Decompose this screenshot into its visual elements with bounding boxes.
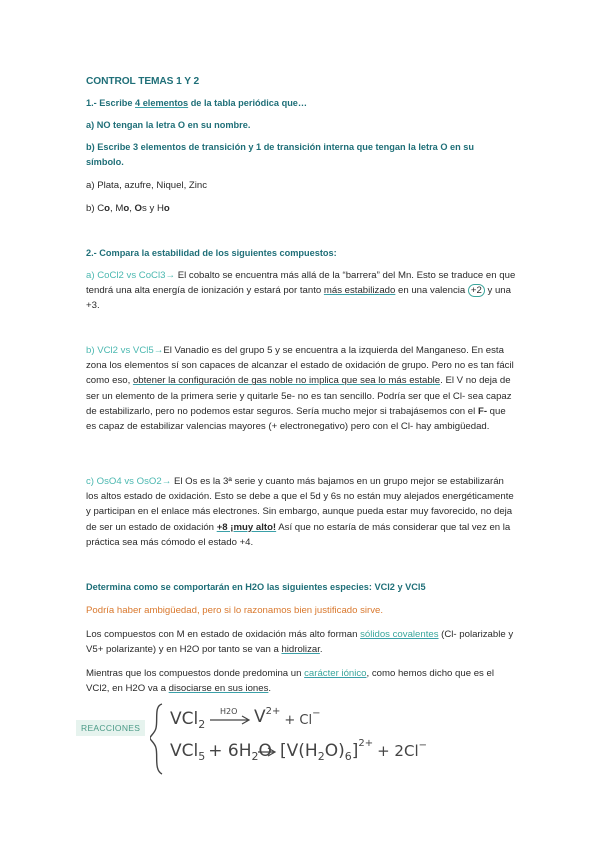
question-2-heading: 2.- Compara la estabilidad de los siguientes compuestos: <box>86 248 337 258</box>
question-3-note: Podría haber ambigüedad, pero si lo razonamos bien justificado sirve. <box>86 605 384 616</box>
answer-1b-part: b) C <box>86 203 105 214</box>
answer-2b <box>86 343 516 434</box>
r2-reactants: $VCl_5 + 6H_2O$ <box>170 741 272 763</box>
answer-3-paragraph-2 <box>86 666 516 696</box>
answer-2a-text: El cobalto se encuentra más allá de la “barrera” del Mn. Esto se traduce en que tendrá una alta energía de ionización y estará por tanto <box>86 270 516 297</box>
answer-1b-part: , <box>129 203 135 214</box>
answer-1b <box>86 201 516 216</box>
answer-2a-circled: +2 <box>468 284 485 297</box>
brace-icon <box>150 704 162 774</box>
document-title: CONTROL TEMAS 1 Y 2 <box>86 76 200 87</box>
answer-2b-underlined: obtener la configuración de gas noble no implica que sea lo más estable <box>132 375 441 387</box>
answer-3-paragraph-1 <box>86 627 516 657</box>
r1-reactant: VCl$_2$ <box>170 709 206 731</box>
answer-3-text: , como hemos dicho que es el VCl2, en H2O va a <box>86 668 494 695</box>
r2-products: $[V(H_2O)_6]^{2+} + 2Cl^-$ <box>280 738 428 763</box>
answer-2c-text: Así que no estaría de más considerar que tal vez en la práctica sea más cómodo el estado +4. <box>86 521 511 548</box>
r1-product: $V^{2+}_{+ Cl}^-$ <box>254 706 321 728</box>
answer-2b-bold: F- <box>477 405 488 417</box>
answer-1b-part: , M <box>110 203 124 214</box>
question-1b: b) Escribe 3 elementos de transición y 1 de transición interna que tengan la letra O en su símbolo. <box>86 142 475 168</box>
answer-1b-bold: o <box>163 203 170 214</box>
question-1a: a) NO tengan la letra O en su nombre. <box>86 120 251 130</box>
answer-1a: a) Plata, azufre, Niquel, Zinc <box>86 180 208 191</box>
handwritten-reactions <box>150 700 470 780</box>
answer-2a-underlined: más estabilizado <box>323 285 396 297</box>
answer-3-text: . <box>319 644 323 656</box>
answer-1b-bold: O <box>134 203 143 214</box>
answer-2a-text: en una valencia <box>395 285 468 297</box>
question-3-heading: Determina como se comportarán en H2O las siguientes especies: VCl2 y VCl5 <box>86 582 426 592</box>
answer-3-underlined: disociarse en sus iones <box>168 683 269 695</box>
answer-3-text: Los compuestos con M en estado de oxidación más alto forman <box>86 629 361 640</box>
answer-3-text: (Cl- polarizable y V5+ polarizante) y en H2O por tanto se van a <box>86 629 514 656</box>
answer-2c-label: c) OsO4 vs OsO2→ <box>86 476 172 487</box>
answer-2a-label: a) CoCl2 vs CoCl3→ <box>86 270 176 281</box>
r1-over-arrow: H2O <box>220 707 238 716</box>
reactions-tag: REACCIONES <box>76 720 145 736</box>
answer-2b-text: que es capaz de estabilizar valencias mayores (+ electronegativo) pero con el Cl- hay ambigüedad. <box>86 405 506 433</box>
answer-3-text: . <box>268 683 272 695</box>
q1-suffix: de la tabla periódica que… <box>188 98 308 108</box>
r1-arrow-icon <box>210 716 249 724</box>
answer-2a-text: y una +3. <box>86 285 511 312</box>
answer-1b-part: s y H <box>142 203 164 214</box>
answer-2b-label: b) VCl2 vs VCl5→ <box>86 345 164 356</box>
answer-2a <box>86 268 516 314</box>
question-1-heading <box>86 96 516 111</box>
answer-2b-text: . El V no deja de ser un elemento de la primera serie y quitarle 5e- no es tan sencillo. Podría ser que el Cl- sea capaz de estabilizarlo, pero no podemos estar seguros. Sería mucho mejor si trabajásemos con el <box>86 375 512 417</box>
answer-3-underlined: hidrolizar <box>281 644 320 656</box>
answer-2c-text: El Os es la 3ª serie y cuanto más bajamos en un grupo mejor se estabilizarán los altos estado de oxidación. Esto se debe a que el 5d y 6s no están muy alejados energéticamente y participan en el enlace más electrones. Sin embargo, aunque pueda estar muy favorecido, no deja de ser un estado de oxidación <box>86 476 514 533</box>
q1-underlined: 4 elementos <box>135 98 189 108</box>
answer-1b-bold: o <box>123 203 130 214</box>
answer-1b-bold: o <box>104 203 110 214</box>
answer-2b-text: El Vanadio es del grupo 5 y se encuentra a la izquierda del Manganeso. En esta zona los elementos sí son capaces de alcanzar el estado de oxidación de grupo. Pero no es tan fácil como eso, <box>86 345 514 387</box>
q1-prefix: 1.- Escribe <box>86 98 136 108</box>
answer-3-highlight: carácter iónico <box>304 668 367 679</box>
answer-2c <box>86 474 516 550</box>
answer-3-highlight: sólidos covalentes <box>360 629 439 640</box>
answer-2c-underlined: +8 ¡muy alto! <box>216 521 277 533</box>
answer-3-text: Mientras que los compuestos donde predomina un <box>86 668 305 679</box>
